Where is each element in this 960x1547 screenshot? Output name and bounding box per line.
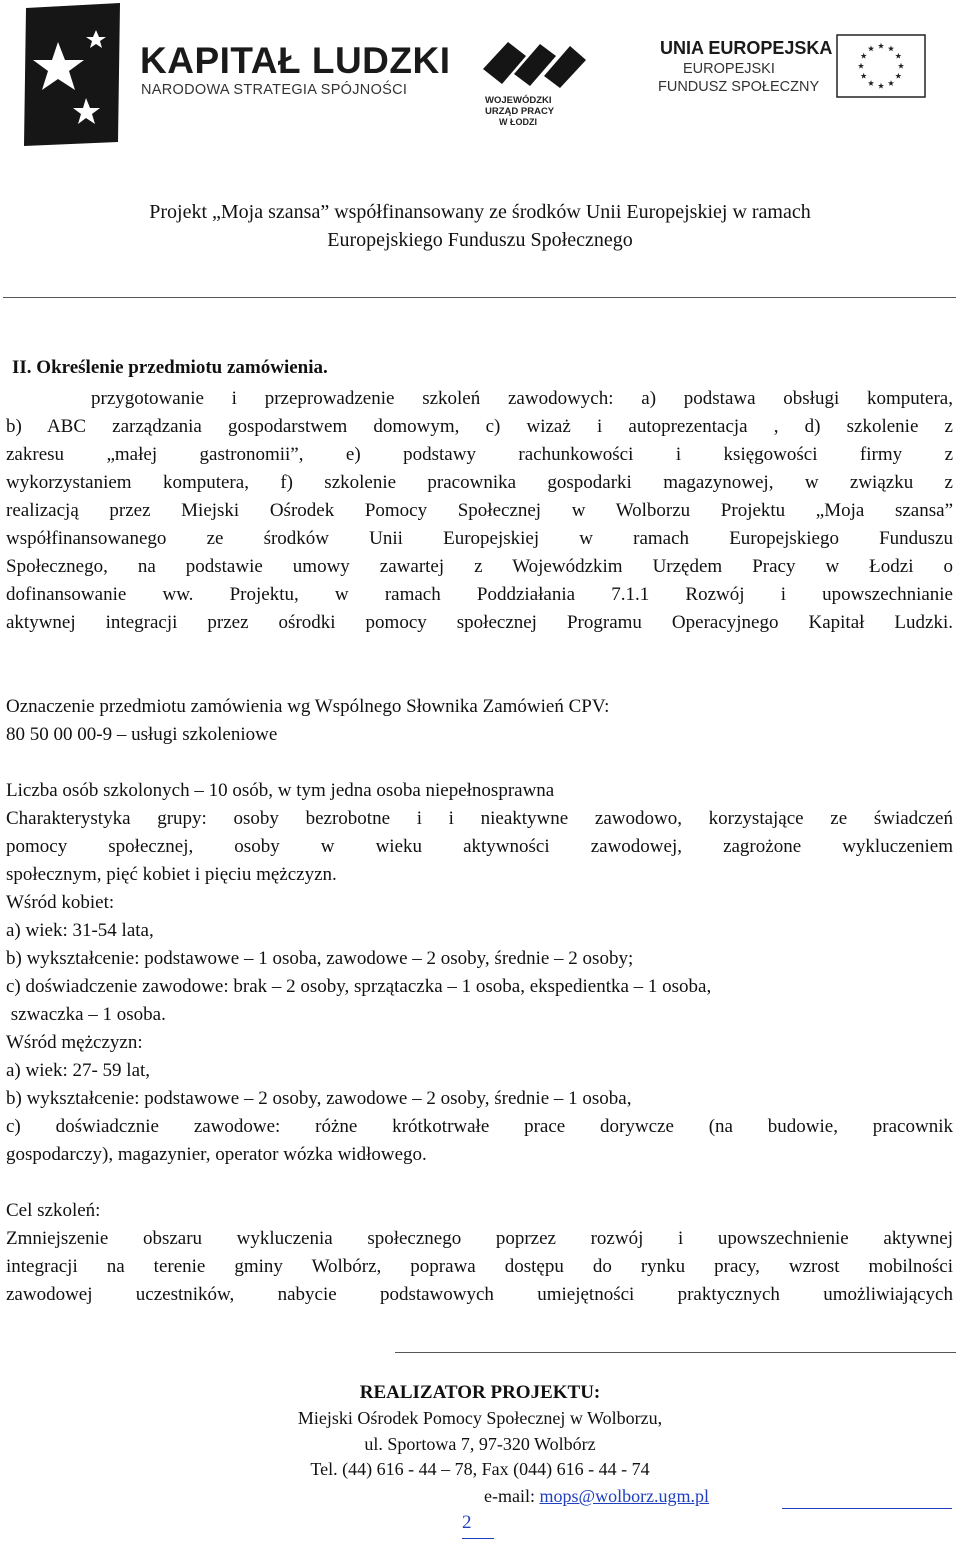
intro-line: przygotowanie i przeprowadzenie szkoleń zawodowych: a) podstawa obsługi komputera, bbox=[91, 388, 953, 409]
intro-line: współfinansowanego ze środków Unii Europejskiej w ramach Europejskiego Funduszu bbox=[6, 528, 953, 549]
footer-email-row bbox=[484, 1486, 709, 1507]
eu-flag-icon bbox=[836, 34, 926, 98]
page-number-underline bbox=[462, 1538, 494, 1539]
intro-line: wykorzystaniem komputera, f) szkolenie pracownika gospodarki magazynowej, w związku z bbox=[6, 472, 953, 493]
intro-line: realizacją przez Miejski Ośrodek Pomocy Społecznej w Wolborzu Projektu „Moja szansa” bbox=[6, 500, 953, 521]
men-education: b) wykształcenie: podstawowe – 2 osoby, zawodowe – 2 osoby, średnie – 1 osoba, bbox=[6, 1088, 632, 1109]
email-underline bbox=[782, 1508, 952, 1509]
footer-email-label: e-mail: bbox=[484, 1486, 540, 1506]
section-title: II. Określenie przedmiotu zamówienia. bbox=[12, 357, 328, 378]
men-age: a) wiek: 27- 59 lat, bbox=[6, 1060, 151, 1081]
women-experience-cont: szwaczka – 1 osoba. bbox=[6, 1004, 166, 1025]
group-characteristics-line: Charakterystyka grupy: osoby bezrobotne i i nieaktywne zawodowo, korzystające ze świadczeń bbox=[6, 808, 953, 829]
goal-line: zawodowej uczestników, nabycie podstawowych umiejętności praktycznych umożliwiających bbox=[6, 1284, 953, 1305]
intro-line: zakresu „małej gastronomii”, e) podstawy rachunkowości i księgowości firmy z bbox=[6, 444, 953, 465]
women-title: Wśród kobiet: bbox=[6, 892, 115, 913]
women-education: b) wykształcenie: podstawowe – 1 osoba, zawodowe – 2 osoby, średnie – 2 osoby; bbox=[6, 948, 634, 969]
eu-subtitle-1: EUROPEJSKI bbox=[683, 61, 775, 77]
wup-lodz-logo bbox=[478, 34, 598, 96]
goal-title: Cel szkoleń: bbox=[6, 1200, 101, 1221]
men-experience-line: gospodarczy), magazynier, operator wózka widłowego. bbox=[6, 1144, 427, 1165]
goal-line: Zmniejszenie obszaru wykluczenia społecznego poprzez rozwój i upowszechnienie aktywnej bbox=[6, 1228, 953, 1249]
men-experience-line: c) doświadcznie zawodowe: różne krótkotrwałe prace dorywcze (na budowie, pracownik bbox=[6, 1116, 953, 1137]
footer-email-link[interactable]: mops@wolborz.ugm.pl bbox=[539, 1486, 710, 1506]
header-divider bbox=[3, 297, 956, 298]
footer-title: REALIZATOR PROJEKTU: bbox=[359, 1382, 601, 1403]
project-header-line-1: Projekt „Moja szansa” współfinansowany ze środków Unii Europejskiej w ramach bbox=[149, 201, 811, 223]
eu-subtitle-2: FUNDUSZ SPOŁECZNY bbox=[658, 79, 820, 95]
project-header-line-2: Europejskiego Funduszu Społecznego bbox=[327, 229, 633, 251]
footer-phone: Tel. (44) 616 - 44 – 78, Fax (044) 616 - 44 - 74 bbox=[310, 1459, 650, 1479]
footer-address: ul. Sportowa 7, 97-320 Wolbórz bbox=[364, 1434, 596, 1454]
women-age: a) wiek: 31-54 lata, bbox=[6, 920, 154, 941]
women-experience: c) doświadczenie zawodowe: brak – 2 osoby, sprzątaczka – 1 osoba, ekspedientka – 1 osoba, bbox=[6, 976, 712, 997]
group-characteristics-line: pomocy społecznej, osoby w wieku aktywności zawodowej, zagrożone wykluczeniem bbox=[6, 836, 953, 857]
footer-org: Miejski Ośrodek Pomocy Społecznej w Wolborzu, bbox=[297, 1408, 663, 1428]
cpv-label: Oznaczenie przedmiotu zamówienia wg Wspólnego Słownika Zamówień CPV: bbox=[6, 696, 610, 717]
kapital-ludzki-title: KAPITAŁ LUDZKI bbox=[140, 40, 451, 81]
wup-line-2: URZĄD PRACY bbox=[485, 106, 555, 117]
group-characteristics-line: społecznym, pięć kobiet i pięciu mężczyzn. bbox=[6, 864, 337, 885]
kapital-ludzki-subtitle: NARODOWA STRATEGIA SPÓJNOŚCI bbox=[141, 82, 408, 98]
intro-line: dofinansowanie ww. Projektu, w ramach Poddziałania 7.1.1 Rozwój i upowszechnianie bbox=[6, 584, 953, 605]
page-number bbox=[462, 1512, 472, 1534]
logo-banner bbox=[0, 0, 960, 150]
footer-divider bbox=[395, 1352, 956, 1353]
wup-line-1: WOJEWÓDZKI bbox=[485, 95, 552, 106]
page-number-value: 2 bbox=[462, 1512, 472, 1533]
intro-line: aktywnej integracji przez ośrodki pomocy społecznej Programu Operacyjnego Kapitał Ludzki. bbox=[6, 612, 953, 633]
goal-line: integracji na terenie gminy Wolbórz, poprawa dostępu do rynku pracy, wzrost mobilności bbox=[6, 1256, 953, 1277]
men-title: Wśród mężczyzn: bbox=[6, 1032, 143, 1053]
wup-line-3: W ŁODZI bbox=[499, 117, 537, 127]
intro-line: b) ABC zarządzania gospodarstwem domowym, c) wizaż i autoprezentacja , d) szkolenie z bbox=[6, 416, 953, 437]
eu-title: UNIA EUROPEJSKA bbox=[660, 38, 833, 58]
cpv-code: 80 50 00 00-9 – usługi szkoleniowe bbox=[6, 724, 278, 745]
participants-count: Liczba osób szkolonych – 10 osób, w tym jedna osoba niepełnosprawna bbox=[6, 780, 555, 801]
intro-line: Społecznego, na podstawie umowy zawartej z Wojewódzkim Urzędem Pracy w Łodzi o bbox=[6, 556, 953, 577]
